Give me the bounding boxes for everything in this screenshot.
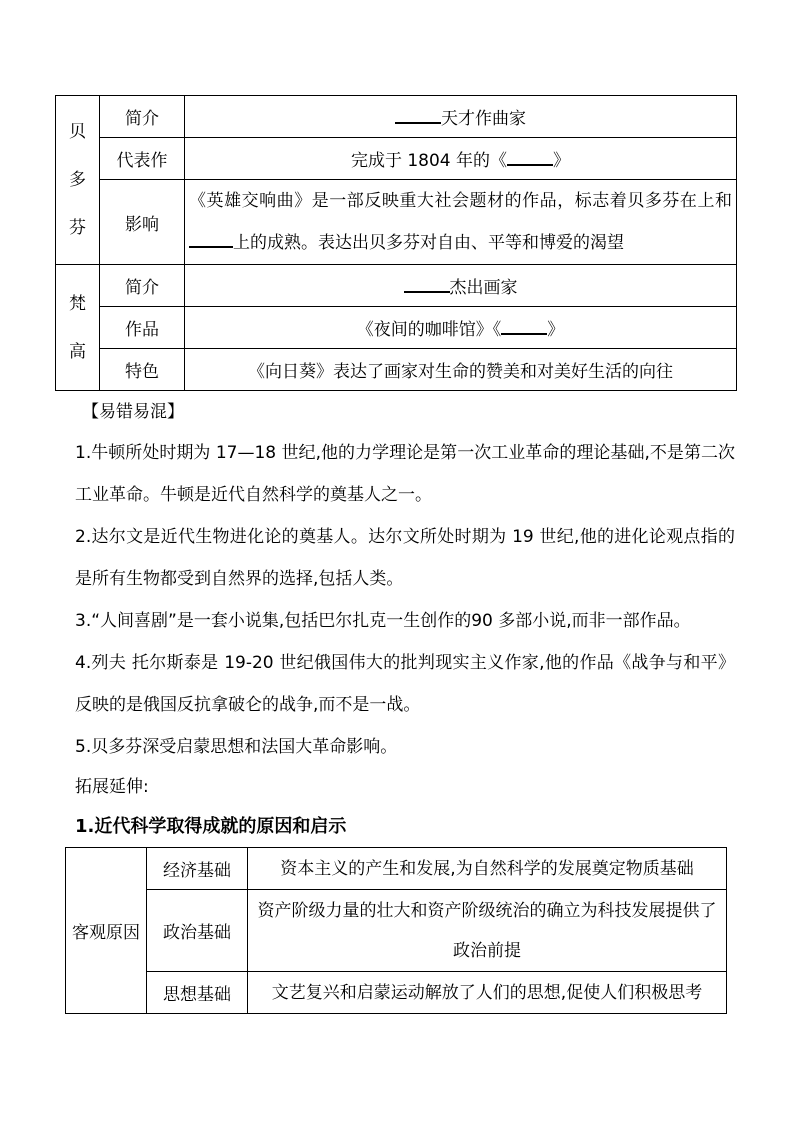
table2-row-label: 思想基础 (147, 972, 248, 1014)
beethoven-name: 贝多芬 (69, 122, 86, 238)
beethoven-works-suffix: 》 (553, 151, 571, 171)
vangogh-name-cell (56, 265, 100, 391)
vangogh-works-label: 作品 (100, 307, 185, 349)
composers-painters-table (55, 95, 737, 391)
beethoven-intro-value: 天才作曲家 (441, 109, 526, 129)
science-reasons-table (65, 847, 727, 1014)
beethoven-influence-label: 影响 (100, 180, 185, 265)
mistake-item-1: 1.牛顿所处时期为 17—18 世纪,他的力学理论是第一次工业革命的理论基础,不是第二次工业革命。牛顿是近代自然科学的奠基人之一。 (75, 443, 735, 505)
extension-subtitle: 1.近代科学取得成就的原因和启示 (75, 816, 347, 837)
beethoven-works-label: 代表作 (100, 138, 185, 180)
fill-blank[interactable] (501, 319, 547, 335)
vangogh-works-prefix: 《夜间的咖啡馆》《 (356, 320, 502, 340)
mistake-item-2: 2.达尔文是近代生物进化论的奠基人。达尔文所处时期为 19 世纪,他的进化论观点指的是所有生物都受到自然界的选择,包括人类。 (75, 527, 735, 589)
fill-blank[interactable] (404, 277, 450, 293)
mistake-item-4: 4.列夫 托尔斯泰是 19-20 世纪俄国伟大的批判现实主义作家,他的作品《战争与和平》反映的是俄国反抗拿破仑的战争,而不是一战。 (75, 653, 735, 715)
beethoven-influence-part2: 上的成熟。表达出贝多芬对自由、平等和博爱的渴望 (233, 233, 624, 253)
fill-blank[interactable] (189, 232, 233, 248)
table2-row-value: 资产阶级力量的壮大和资产阶级统治的确立为科技发展提供了政治前提 (248, 890, 727, 972)
beethoven-works-prefix: 完成于 1804 年的《 (350, 151, 508, 171)
beethoven-influence-part1: 《英雄交响曲》是一部反映重大社会题材的作品，标志着贝多芬在上和 (189, 191, 732, 211)
vangogh-name: 梵高 (69, 293, 86, 362)
fill-blank[interactable] (395, 108, 441, 124)
vangogh-intro-label: 简介 (100, 265, 185, 307)
beethoven-works-cell (185, 138, 737, 180)
vangogh-works-suffix: 》 (547, 320, 565, 340)
vangogh-intro-cell (185, 265, 737, 307)
vangogh-feature-label: 特色 (100, 349, 185, 391)
table2-row-value: 文艺复兴和启蒙运动解放了人们的思想,促使人们积极思考 (248, 972, 727, 1014)
vangogh-intro-value: 杰出画家 (449, 278, 518, 298)
easy-mistakes-title: 【易错易混】 (82, 402, 184, 422)
beethoven-influence-cell (185, 180, 737, 265)
mistake-item-3: 3.“人间喜剧”是一套小说集,包括巴尔扎克一生创作的90 多部小说,而非一部作品。 (75, 611, 691, 631)
fill-blank[interactable] (507, 150, 553, 166)
mistake-item-5: 5.贝多芬深受启蒙思想和法国大革命影响。 (75, 737, 398, 757)
table2-row-label: 政治基础 (147, 890, 248, 972)
beethoven-intro-cell (185, 96, 737, 138)
beethoven-intro-label: 简介 (100, 96, 185, 138)
extension-title: 拓展延伸: (75, 777, 149, 797)
table2-row-label: 经济基础 (147, 848, 248, 890)
table2-row-value: 资本主义的产生和发展,为自然科学的发展奠定物质基础 (248, 848, 727, 890)
vangogh-feature-value: 《向日葵》表达了画家对生命的赞美和对美好生活的向往 (185, 349, 737, 391)
beethoven-name-cell (56, 96, 100, 265)
vangogh-works-cell (185, 307, 737, 349)
objective-reasons-cell: 客观原因 (66, 848, 147, 1014)
